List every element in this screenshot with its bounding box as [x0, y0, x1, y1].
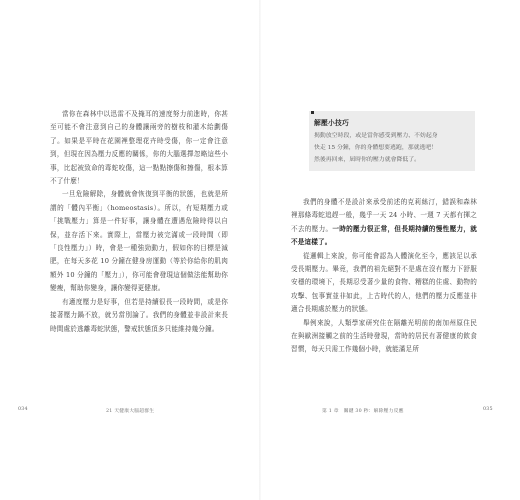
tip-line: 快走 15 分鐘，你的身體想要逃跑，那就逃吧！ — [314, 145, 438, 151]
tip-box-marker — [311, 111, 314, 114]
left-page-number: 034 — [18, 407, 28, 412]
right-page-number: 035 — [483, 407, 493, 412]
running-book-title: 21 天健康大腦超群生 — [106, 409, 155, 414]
right-paragraph-3: 舉例來說，人類學家研究住在隔離光明前的南加州原住民在與歐洲接觸之前的生活時發現，當時的居民有著健康的飲食習慣，每天只需工作幾個小時，就能滿足所 — [291, 318, 477, 354]
left-paragraph-3: 有適度壓力是好事，但若是持續很長一段時間，或是你接著壓力鍋不放，就另當別論了。我們的身體並非設計來長時間處於逃離毒蛇狀態，警戒狀態頂多只能維持幾分鐘。 — [50, 297, 228, 333]
tip-box-text — [314, 130, 470, 166]
right-paragraph-2: 從邏輯上來說，你可能會認為人體演化至今，應該足以承受長期壓力。畢竟，我們的祖先絕對不是處在沒有壓力下舒服安穩的環境下，長期忍受著少量的食物、糟糕的住處、動物的攻擊、包事實並非如此，上古時代的人，他們的壓力反應並非適合長期處於壓力的狀態。 — [291, 251, 477, 314]
right-page-body — [291, 196, 477, 357]
left-page-body — [50, 108, 228, 336]
right-paragraph-1 — [291, 196, 477, 250]
right-paragraph-1-emphasis: 一時的壓力很正常，但長期持續的慢性壓力，就不是這樣了。 — [291, 224, 477, 247]
running-chapter-title: 第 1 章 關鍵 30 秒：解除壓力反應 — [322, 409, 404, 414]
left-paragraph-2: 一旦危險解除，身體就會恢復到平衡的狀態，也就是所謂的「體內平衡」（homeostasis）。所以，有短期壓力或「挑戰壓力」算是一件好事，讓身體在遭遇危險時得以自保，並存活下來。實際上，當壓力被完滿或一段時間（即「良性壓力」）時，會是一種強勁動力，假如你的目標是減肥，在每天多花 10 分鐘在健身房運動（等於你給你的肌肉額外 10 分鐘的「壓力」），你可能會發現這個做法能幫助你變瘦，幫助你變身，讓你變得更健康。 — [50, 190, 228, 293]
tip-line: 然後再回來，屆時你的壓力就會降低了。 — [314, 157, 421, 163]
book-gutter — [259, 0, 261, 500]
left-paragraph-1: 當你在森林中以迅雷不及掩耳的速度努力前進時，你甚至可能不會注意到自己的身體讓兩旁的樹枝和灌木給劃傷了。如果是平時在花園裡整理花卉時受傷，你一定會注意到，但現在因為壓力反應的關係，你的大腦選擇忽略這些小事，比起被致命的毒蛇咬傷，這一點點擦傷和擦傷，根本算不了什麼！ — [50, 110, 228, 186]
tip-line: 揭動放空時段，或是當你感受到壓力、不妨起身 — [314, 133, 438, 139]
right-paragraph-1-text: 我們的身體不是設計來承受前述的克莉絲汀，錯誤和森林裡那條毒蛇追趕一般，幾乎一天 24 小時、一週 7 天都有揮之不去的壓力。 — [291, 198, 477, 233]
tip-box-title: 解壓小技巧 — [314, 119, 349, 127]
